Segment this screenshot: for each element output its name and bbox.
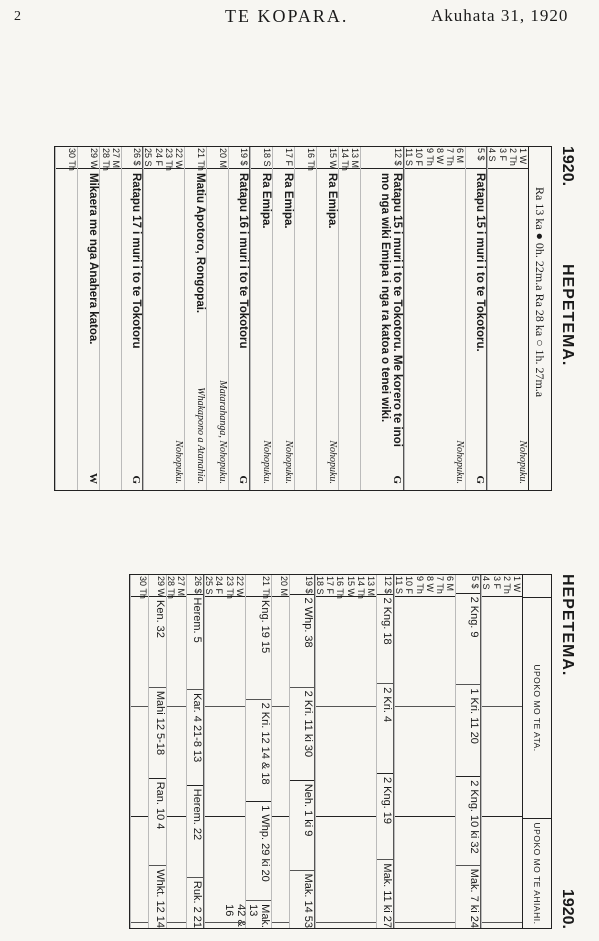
calendar-row [121,147,143,490]
observance-text: Ra Emipa. [260,173,273,229]
day-cell [466,147,486,169]
day-label: 24 F [153,148,164,167]
day-label: 7 Th [435,576,445,594]
fast-note: Nohopuku. [173,440,185,484]
observance-cell [185,169,206,490]
liturgical-color: W [87,473,100,484]
day-cell [395,575,455,597]
day-label: 13 M [366,576,377,597]
day-label: 12 $ [393,148,404,166]
observance-cell [273,169,294,490]
day-cell [185,147,206,169]
day-label: 16 Th [335,576,346,599]
day-label: 13 M [350,148,361,169]
page-number: 2 [14,9,22,24]
observance-cell [122,169,142,490]
day-cell [295,147,316,169]
calendar-row [487,147,528,490]
observance-cell [466,169,486,490]
day-label: 1 W [512,576,522,593]
lessons-column-headers [522,575,551,928]
morning-lesson-2: Kar. 4 21-8 13 [187,690,203,786]
evening-lesson-1 [131,817,148,923]
evening-lesson-2: Whkt. 12 14 [153,869,166,928]
day-cell [488,147,528,169]
observance-text: Mikaera me nga Anahera katoa. [87,173,100,345]
page-header [0,0,599,30]
morning-lesson-1 [272,597,289,707]
morning-lesson-2 [205,707,245,817]
observance-cell [229,169,249,490]
lessons-rows [130,575,522,928]
calendar-title-bar [556,146,578,491]
day-label: 4 S [487,148,498,162]
evening-lesson-2 [167,923,186,928]
evening-lesson-2: Mak. 11 ki 27 [381,863,394,929]
morning-lesson-1 [395,597,455,707]
day-cell [100,147,121,169]
calendar-row [294,147,316,490]
liturgical-color: G [237,475,250,484]
lessons-row [394,575,455,928]
observance-text: Ra Emipa. [326,173,339,229]
morning-lesson-2: Mahi 12 5-18 [149,688,166,779]
morning-lesson-2 [482,707,522,817]
fast-note: Nohopuku. [517,440,528,484]
day-label: 25 S [204,576,215,595]
day-cell [78,147,99,169]
morning-lesson-1 [205,597,245,707]
calendar-row [338,147,360,490]
day-cell [144,147,184,169]
evening-lesson-1: 2 Kng. 19 [377,774,393,860]
lessons-row [289,575,315,928]
day-label: 28 Th [101,148,112,171]
calendar-row [465,147,487,490]
lessons-row [481,575,522,928]
day-cell [229,147,249,169]
observance-cell [295,169,316,490]
day-cell [273,147,294,169]
observance-text: Ratapu 15 i muri i to te Tokotoru. [474,173,487,352]
liturgical-color: G [391,475,404,484]
observance-cell [56,169,77,490]
calendar-row [77,147,99,490]
morning-lesson-1 [482,597,522,707]
evening-lesson-1 [205,817,245,923]
day-label: 1 W [518,148,528,165]
observance-cell [339,169,360,490]
morning-lesson-1: 2 Kng. 18 [377,595,393,685]
observance-cell [78,169,99,490]
day-cell [361,147,403,169]
lessons-row [166,575,186,928]
morning-lesson-2 [131,707,148,817]
issue-date: Akuhata 31, 1920 [431,6,569,25]
day-label: 8 W [424,576,435,593]
day-label: 5 $ [470,576,481,589]
morning-lesson-2: 2 Kri. 4 [377,684,393,774]
lessons-row [271,575,289,928]
day-label: 17 F [284,148,295,167]
evening-lesson-2: Mak. 7 ki 24 [468,868,481,928]
evening-lesson-1 [167,817,186,923]
day-label: 29 W [89,148,100,170]
lessons-row [455,575,481,928]
morning-lesson-1 [316,597,376,707]
morning-lesson-1: Ken. 32 [149,597,166,688]
day-label: 22 W [234,576,245,598]
evening-lesson-2 [395,923,455,928]
day-cell [339,147,360,169]
observance-cell [144,169,184,490]
day-label: 30 Th [67,148,78,171]
morning-lesson-2 [316,707,376,817]
day-cell [316,575,376,597]
day-label: 26 $ [193,576,204,594]
day-label: 11 S [394,576,405,594]
evening-lesson-2 [205,923,245,928]
fast-note: Nohopuku. [283,440,295,484]
day-label: 26 $ [132,148,143,166]
lessons-month: HEPETEMA. [559,574,576,677]
calendar-month: HEPETEMA. [559,264,576,367]
day-cell [149,575,166,597]
evening-lesson-1 [316,817,376,923]
day-label: 3 F [491,576,502,590]
morning-lesson-2 [395,707,455,817]
day-label: 11 S [404,148,415,166]
calendar-row [250,147,272,490]
day-cell [122,147,142,169]
lessons-row [204,575,245,928]
calendar-row [143,147,184,490]
observance-text: Ratapu 17 i muri i to te Tokotoru [130,173,143,349]
day-cell [56,147,77,169]
evening-lesson-1 [395,817,455,923]
day-label: 14 Th [355,576,366,599]
morning-lesson-2: 2 Kri. 12 14 & 18 [246,700,271,803]
day-label: 23 Th [224,576,235,599]
day-label: 6 M [455,148,466,164]
evening-lesson-1: Herem. 22 [187,786,203,878]
day-label: 21 Th [196,148,207,171]
evening-lesson-2: Mak. 14 53 [301,873,314,928]
morning-lesson-2 [272,707,289,817]
calendar-year: 1920. [559,146,576,187]
observance-text: Ratapu 15 i muri i to te Tokotoru. Me korero te inoi mo nga wiki Emipa i nga ra katoa o tenei wiki. [379,173,404,447]
day-label: 18 S [262,148,273,167]
evening-lesson-2 [316,923,376,928]
evening-lesson-1 [272,817,289,923]
day-label: 4 S [481,576,492,590]
day-label: 7 Th [445,148,455,166]
evening-lesson-1: 2 Kng. 10 ki 32 [456,777,480,866]
day-label: 9 Th [414,576,425,594]
day-label: 24 F [214,576,225,595]
day-label: 21 Th [260,576,271,599]
morning-lesson-1: Herem. 5 [187,595,203,691]
observance-cell [405,169,465,490]
morning-column-header: UPOKO MO TE ATA. [523,598,551,819]
calendar-row [404,147,465,490]
day-label: 8 W [434,148,445,165]
morning-lesson-1: 2 Whp. 38 [290,595,314,688]
day-cell [167,575,186,597]
morning-lesson-1 [167,597,186,707]
evening-lesson-2 [482,923,522,928]
morning-lesson-2: 2 Kri. 11 ki 30 [290,688,314,781]
day-label: 17 F [325,576,336,595]
day-label: 3 F [497,148,508,162]
calendar-row [272,147,294,490]
day-label: 20 M [218,148,229,169]
fast-note: Nohopuku. [261,440,273,484]
morning-lesson-1: Kng. 19 15 [246,597,271,700]
moon-phases: Ra 13 ka ● 0h. 22m.a Ra 28 ka ○ 1h. 27m.a [528,147,551,490]
day-cell [456,575,480,594]
day-label: 22 W [174,148,185,170]
day-cell [482,575,522,597]
day-label: 9 Th [424,148,435,166]
evening-lesson-1 [482,817,522,923]
lessons-year: 1920. [559,888,576,929]
day-label: 28 Th [165,576,176,599]
calendar-row [55,147,77,490]
evening-lesson-2 [131,923,148,928]
fast-note: Matarahanga, Nohopuku. [217,380,229,484]
day-cell [272,575,289,597]
lessons-row [130,575,148,928]
calendar-panel [16,146,578,491]
day-cell [405,147,465,169]
lessons-row [148,575,166,928]
day-label: 5 $ [476,148,487,161]
day-label: 6 M [445,576,456,592]
lessons-row [315,575,376,928]
lessons-title-bar [556,574,578,929]
day-label: 16 Th [306,148,317,171]
evening-lesson-1: Ran. 10 4 [149,779,166,867]
calendar-table [54,146,552,491]
lessons-table [129,574,552,929]
observance-text: Ra Emipa. [282,173,295,229]
day-cell [187,575,203,595]
day-label: 15 W [345,576,356,598]
day-label: 30 Th [137,576,148,599]
evening-lesson-2: Ruk. 2 21 [191,880,204,928]
day-label: 2 Th [501,576,512,594]
calendar-row [184,147,206,490]
calendar-row [206,147,228,490]
day-cell [317,147,338,169]
calendar-row [228,147,250,490]
observance-text: Matiu Apotoro, Rongopai. [194,173,207,314]
morning-lesson-1 [131,597,148,707]
day-label: 18 S [315,576,325,595]
observance-cell [207,169,228,490]
day-label: 15 W [328,148,339,170]
evening-lesson-1: Neh. 1 ki 9 [290,781,314,871]
day-label: 19 $ [303,576,314,594]
evening-lesson-2 [272,923,289,928]
calendar-row [360,147,404,490]
liturgical-color: G [130,475,143,484]
calendar-rows [55,147,528,490]
day-cell [251,147,272,169]
day-label: 27 M [111,148,122,169]
day-label: 2 Th [507,148,518,166]
day-cell [131,575,148,597]
fast-note: Nohopuku. [454,440,466,484]
observance-text: Ratapu 16 i muri i to te Tokotoru [237,173,250,349]
observance-cell [361,169,403,490]
day-label: 29 W [155,576,166,598]
observance-cell [488,169,528,490]
day-label: 27 M [176,576,187,597]
morning-lesson-2: 1 Kri. 11 20 [456,685,480,777]
evening-lesson-2: Mak. 13 42 & 16 [222,904,271,928]
evening-column-header: UPOKO MO TE AHIAHI. [532,822,542,925]
morning-lesson-1: 2 Kng. 9 [456,594,480,686]
day-label: 12 $ [383,576,394,594]
day-cell [246,575,271,597]
observance-cell [317,169,338,490]
liturgical-color: G [474,475,487,484]
calendar-row [99,147,121,490]
calendar-row [316,147,338,490]
day-label: 20 M [278,576,289,597]
fast-note: Whakapono a Atanahia. [195,387,207,484]
day-label: 10 F [404,576,415,595]
morning-lesson-2 [167,707,186,817]
day-cell [290,575,314,595]
day-label: 14 Th [339,148,350,171]
lessons-row [186,575,204,928]
day-cell [205,575,245,597]
day-cell [377,575,393,595]
day-cell [207,147,228,169]
publication-title: TE KOPARA. [225,6,349,26]
day-label: 19 $ [239,148,250,166]
observance-cell [251,169,272,490]
observance-cell [100,169,121,490]
fast-note: Nohopuku. [327,440,339,484]
day-label: 25 S [143,148,154,167]
lessons-row [376,575,394,928]
day-label: 23 Th [163,148,174,171]
evening-lesson-1: 1 Whp. 29 ki 20 [246,802,271,901]
lessons-panel [10,574,578,929]
day-label: 10 F [414,148,425,167]
